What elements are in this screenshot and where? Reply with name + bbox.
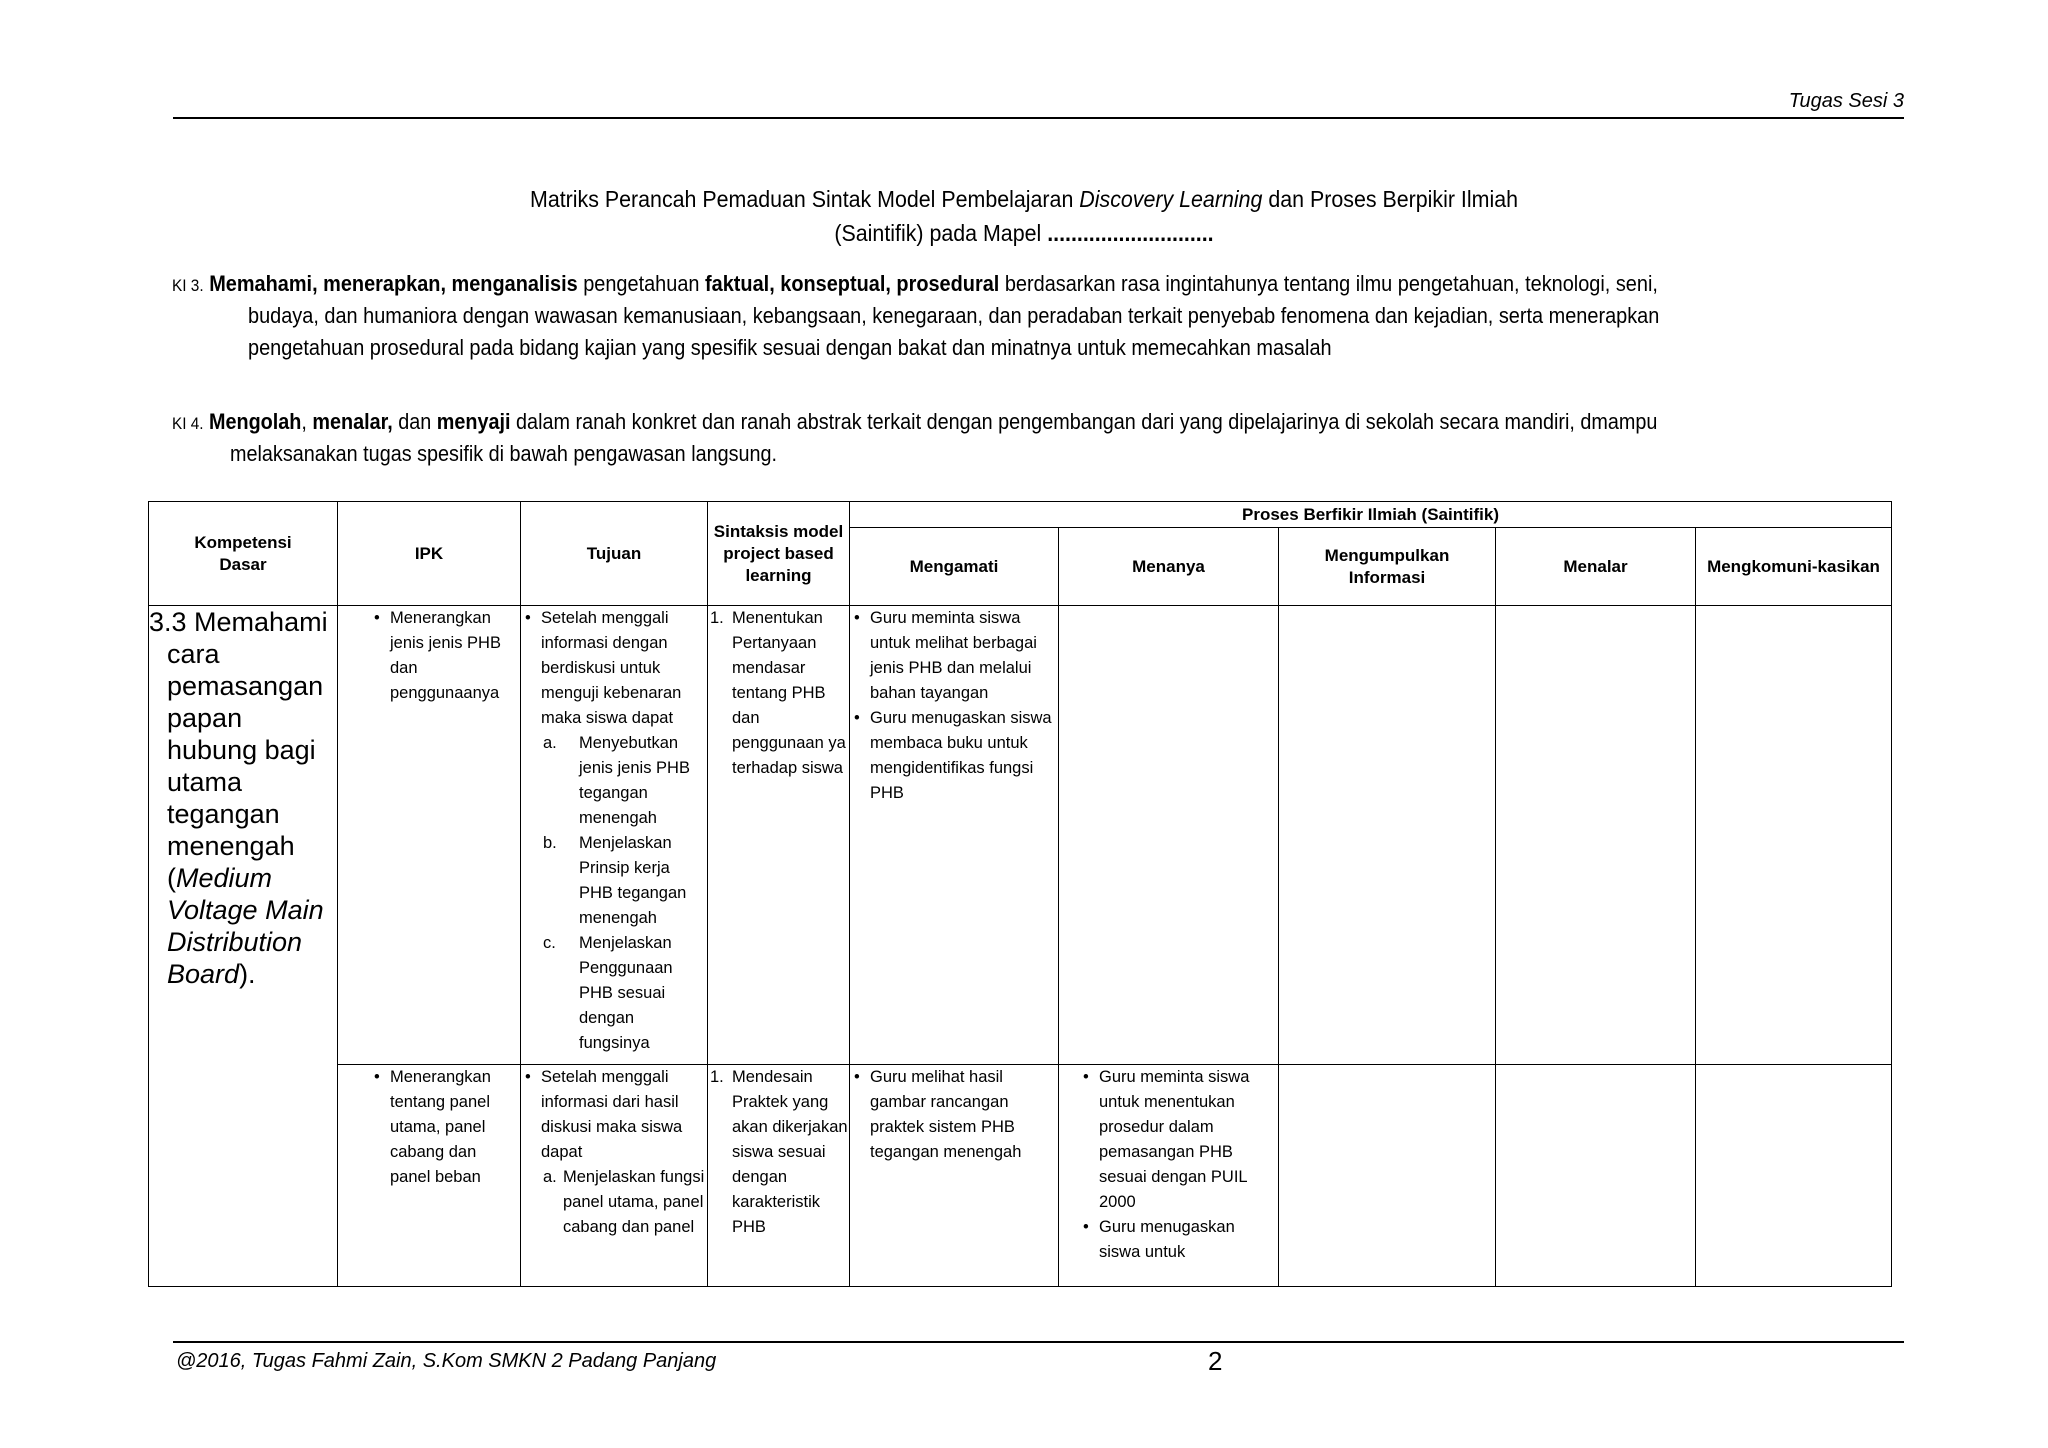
menalar-cell-2 [1496,1065,1696,1287]
header-mengamati: Mengamati [850,528,1059,606]
footer-rule [173,1341,1904,1343]
matrix-table [148,501,1892,1287]
document-title-line2: (Saintifik) pada Mapel ............................ [834,220,1214,246]
tujuan-cell-2: • Setelah menggali informasi dari hasil diskusi maka siswa dapat a. Menjelaskan fungsi panel utama, panel cabang dan panel [521,1065,708,1287]
menanya-cell-2: • Guru meminta siswa untuk menentukan prosedur dalam pemasangan PHB sesuai dengan PUIL 2000 • Guru menugaskan siswa untuk [1059,1065,1279,1287]
ipk-cell-1: • Menerangkan jenis jenis PHB dan penggunaanya [338,606,521,1065]
header-text: Tugas Sesi 3 [1788,90,1904,112]
header-rule [173,117,1904,119]
document-title-line1: Matriks Perancah Pemaduan Sintak Model Pembelajaran Discovery Learning dan Proses Berpikir Ilmiah [529,186,1519,212]
tujuan-cell-1: • Setelah menggali informasi dengan berdiskusi untuk menguji kebenaran maka siswa dapat a. Menyebutkan jenis jenis PHB tegangan menengah b. Menjelaskan Prinsip kerja PHB tegangan menengah c. Menjelaskan Penggunaan PHB sesuai dengan fungsinya [521,606,708,1065]
page-number: 2 [1208,1346,1223,1376]
header-mengumpulkan-informasi: Mengumpulkan Informasi [1279,528,1496,606]
menalar-cell-1 [1496,606,1696,1065]
header-mengkomunikasikan: Mengkomuni-kasikan [1696,528,1892,606]
sintaksis-cell-1: 1. Menentukan Pertanyaan mendasar tentang PHB dan penggunaan ya terhadap siswa [708,606,850,1065]
mengumpulkan-cell-1 [1279,606,1496,1065]
footer-text: @2016, Tugas Fahmi Zain, S.Kom SMKN 2 Padang Panjang [176,1350,717,1372]
header-menalar: Menalar [1496,528,1696,606]
ipk-cell-2: • Menerangkan tentang panel utama, panel cabang dan panel beban [338,1065,521,1287]
header-ipk: IPK [338,502,521,606]
kompetensi-dasar-cell: 3.3 Memahami cara pemasangan papan hubung bagi utama tegangan menengah (Medium Voltage Main Distribution Board). [149,606,338,1287]
mengamati-cell-1: • Guru meminta siswa untuk melihat berbagai jenis PHB dan melalui bahan tayangan • Guru menugaskan siswa membaca buku untuk mengidentifikas fungsi PHB [850,606,1059,1065]
menanya-cell-1 [1059,606,1279,1065]
header-kompetensi-dasar: Kompetensi Dasar [149,502,338,606]
header-tujuan: Tujuan [521,502,708,606]
mengkomunikasikan-cell-2 [1696,1065,1892,1287]
header-proses-berfikir: Proses Berfikir Ilmiah (Saintifik) [850,502,1892,528]
sintaksis-cell-2: 1. Mendesain Praktek yang akan dikerjakan siswa sesuai dengan karakteristik PHB [708,1065,850,1287]
mengkomunikasikan-cell-1 [1696,606,1892,1065]
header-sintaksis: Sintaksis model project based learning [708,502,850,606]
mengumpulkan-cell-2 [1279,1065,1496,1287]
header-menanya: Menanya [1059,528,1279,606]
mengamati-cell-2: • Guru melihat hasil gambar rancangan praktek sistem PHB tegangan menengah [850,1065,1059,1287]
